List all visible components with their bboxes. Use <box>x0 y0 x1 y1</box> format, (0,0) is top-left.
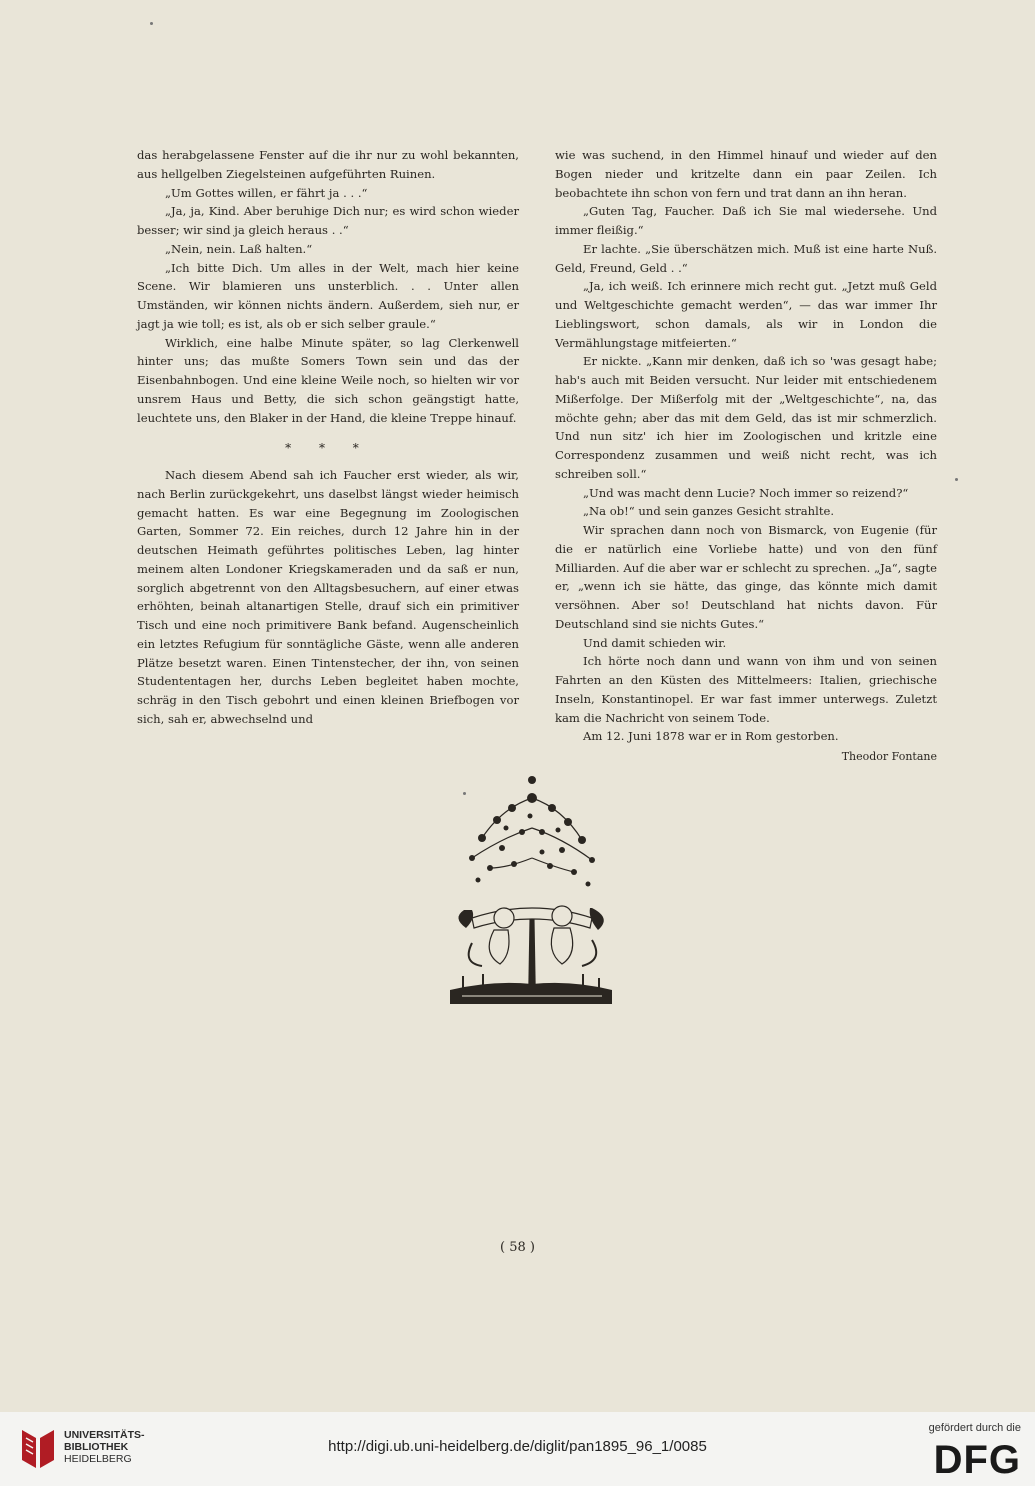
scan-speck <box>150 22 153 25</box>
paragraph: Am 12. Juni 1878 war er in Rom gestorben. <box>583 729 839 744</box>
paragraph: Ich hörte noch dann und wann von ihm und von seinen Fahrten an den Küsten des Mittelmeers: Italien, griechische Inseln, Konstantinopel. Er war fast immer unterwegs. Zuletzt kam die Nachricht von seinem Tode. <box>555 654 937 725</box>
tree-cherub-vignette <box>442 768 620 1008</box>
right-text-column <box>555 146 937 767</box>
paragraph: „Ja, ich weiß. Ich erinnere mich recht gut. „Jetzt muß Geld und Weltgeschichte gemacht werden“, — das war immer Ihr Lieblingswort, schon damals, als wir in London die Vermählungstage mitfeierten.“ <box>555 279 937 350</box>
sponsor-text: gefördert durch die <box>928 1422 1021 1434</box>
paragraph: Wir sprachen dann noch von Bismarck, von Eugenie (für die er natürlich eine Vorliebe hatte) und von den fünf Milliarden. Auf die aber war er schlecht zu sprechen. „Ja“, sagte er, „wenn ich sie hätte, das ginge, das könnte mich damit versöhnen. Aber so! Deutschland hat nichts davon. Für Deutschland sind sie nichts Gutes.“ <box>555 523 937 631</box>
library-name: UNIVERSITÄTS- BIBLIOTHEK HEIDELBERG <box>64 1429 145 1465</box>
scan-speck <box>955 478 958 481</box>
paragraph: „Na ob!“ und sein ganzes Gesicht strahlte. <box>583 504 835 519</box>
section-break-stars: * * * <box>285 441 371 456</box>
paragraph: „Guten Tag, Faucher. Daß ich Sie mal wiedersehe. Und immer fleißig.“ <box>555 204 937 237</box>
paragraph: wie was suchend, in den Himmel hinauf und wieder auf den Bogen nieder und kritzelte dann ein paar Zeilen. Ich beobachtete ihn schon von fern und trat dann an ihn heran. <box>555 148 937 200</box>
dfg-logo: DFG <box>933 1438 1021 1482</box>
paragraph: „Um Gottes willen, er fährt ja . . .“ <box>165 185 368 200</box>
page-number: ( 58 ) <box>500 1240 535 1255</box>
scan-speck <box>463 792 466 795</box>
paragraph: Nach diesem Abend sah ich Faucher erst wieder, als wir, nach Berlin zurückgekehrt, uns daselbst längst wieder heimisch gemacht hatten. Es war eine Begegnung im Zoologischen Garten, Sommer 72. Ein reiches, durch 12 Jahre hin in der deutschen Heimath geführtes politisches Leben, lag hinter meinem alten Londoner Kriegskameraden und da saß er nun, sorglich abgetrennt von den Alltagsbesuchern, auf einer etwas erhöhten, beinah altanartigen Stelle, drauf sich ein primitiver Tisch und eine noch primitivere Bank befand. Augenscheinlich ein letztes Refugium für sonntägliche Gäste, wenn alle anderen Plätze besetzt waren. Einen Tintenstecher, der ihn, von seinen Studententagen her, durchs Leben begleitet haben mochte, schräg in den Tisch gebohrt und einen kleinen Briefbogen vor sich, sah er, abwechselnd und <box>137 468 519 726</box>
paragraph: Und damit schieden wir. <box>583 635 727 650</box>
paragraph: „Ich bitte Dich. Um alles in der Welt, mach hier keine Scene. Wir blamieren uns unsterblich. . . Unter allen Umständen, wir können nichts ändern. Außerdem, sieh nur, er jagt ja wie toll; es ist, als ob er sich selber graule.“ <box>137 260 519 331</box>
paragraph: „Nein, nein. Laß halten.“ <box>165 241 313 256</box>
paragraph: „Ja, ja, Kind. Aber beruhige Dich nur; es wird schon wieder besser; wir sind ja gleich heraus . .“ <box>137 204 519 237</box>
author-signature: Theodor Fontane <box>841 750 937 763</box>
paragraph: Wirklich, eine halbe Minute später, so lag Clerkenwell hinter uns; das mußte Somers Town sein und das der Eisenbahnbogen. Und eine kleine Weile noch, so hielten wir vor unsrem Haus und Betty, die sich schon geängstigt hatte, leuchtete uns, den Blaker in der Hand, die kleine Treppe hinauf. <box>137 335 519 425</box>
paragraph: das herabgelassene Fenster auf die ihr nur zu wohl bekannten, aus hellgelben Ziegelsteinen aufgeführten Ruinen. <box>137 148 519 181</box>
permalink-url[interactable]: http://digi.ub.uni-heidelberg.de/diglit/pan1895_96_1/0085 <box>328 1438 707 1455</box>
paragraph: Er nickte. „Kann mir denken, daß ich so 'was gesagt habe; hab's auch mit Beiden versucht. Nur leider mit entschiedenem Mißerfolge. Der Mißerfolg mit der „Weltgeschichte“, na, das möchte gehn; aber das mit dem Geld, das ist mir schmerzlich. Und nun sitz' ich hier im Zoologischen und kritzle eine Correspondenz zusammen und weiß nicht recht, was ich schreiben soll.“ <box>555 354 937 481</box>
paragraph: Er lachte. „Sie überschätzen mich. Muß ist eine harte Nuß. Geld, Freund, Geld . .“ <box>555 241 937 275</box>
paragraph: „Und was macht denn Lucie? Noch immer so reizend?“ <box>583 485 909 500</box>
digitization-footer <box>0 1412 1035 1486</box>
left-text-column <box>137 146 519 729</box>
